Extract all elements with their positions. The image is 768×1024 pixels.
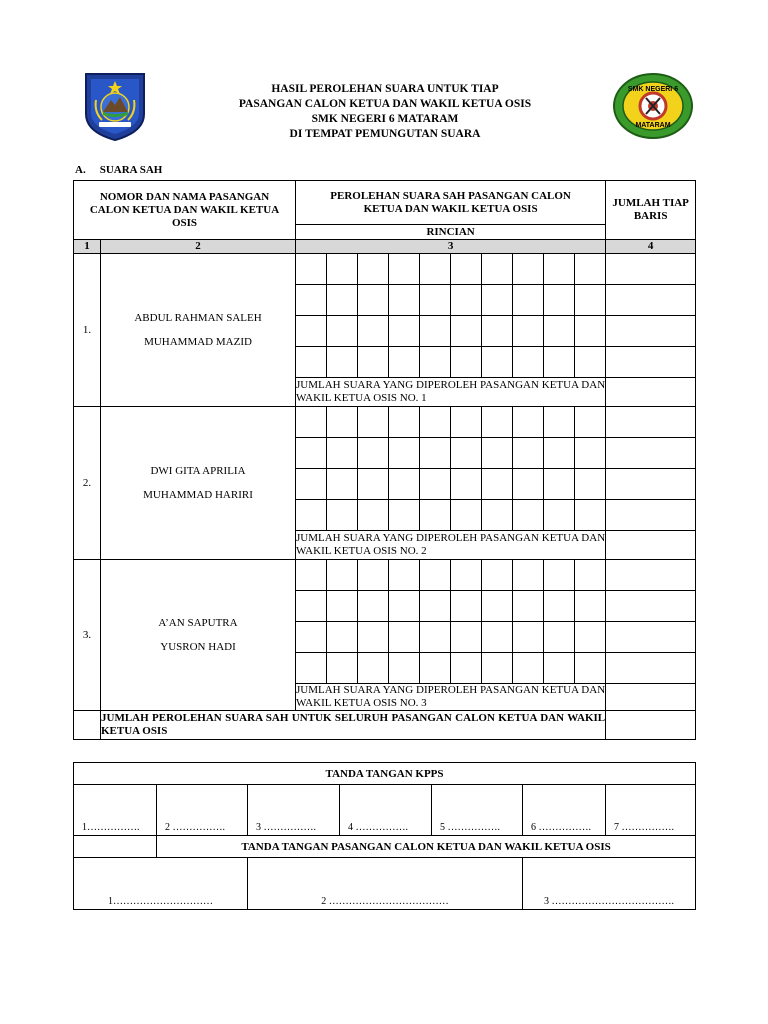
candidate-subtotal-label: JUMLAH SUARA YANG DIPEROLEH PASANGAN KETUA DAN WAKIL KETUA OSIS NO. 3 bbox=[296, 684, 606, 709]
tally-cell[interactable] bbox=[513, 622, 544, 653]
tally-cell[interactable] bbox=[606, 500, 696, 531]
tally-cell[interactable] bbox=[327, 560, 358, 591]
tally-cell[interactable] bbox=[451, 653, 482, 684]
tally-cell[interactable] bbox=[544, 316, 575, 347]
col-number-2: 2 bbox=[101, 240, 296, 254]
tally-cell[interactable] bbox=[575, 560, 606, 591]
tally-cell[interactable] bbox=[451, 316, 482, 347]
tally-cell[interactable] bbox=[606, 591, 696, 622]
candidate-chair-name: A’AN SAPUTRA bbox=[158, 617, 238, 629]
tally-cell[interactable] bbox=[606, 316, 696, 347]
tally-cell[interactable] bbox=[451, 285, 482, 316]
tally-cell[interactable] bbox=[606, 285, 696, 316]
tally-cell[interactable] bbox=[420, 591, 451, 622]
title-line-4: DI TEMPAT PEMUNGUTAN SUARA bbox=[289, 128, 481, 140]
tally-cell[interactable] bbox=[482, 347, 513, 378]
tally-cell[interactable] bbox=[513, 469, 544, 500]
tally-row bbox=[74, 407, 696, 438]
school-logo-text-bottom: MATARAM bbox=[635, 122, 671, 129]
province-emblem-logo bbox=[82, 70, 148, 142]
tally-cell[interactable] bbox=[482, 469, 513, 500]
candidate-subtotal-label: JUMLAH SUARA YANG DIPEROLEH PASANGAN KETUA DAN WAKIL KETUA OSIS NO. 2 bbox=[296, 531, 606, 560]
tally-cell[interactable] bbox=[544, 407, 575, 438]
kpps-signature-slot[interactable]: 7 ……………. bbox=[606, 785, 696, 836]
tally-row bbox=[74, 254, 696, 285]
tally-cell[interactable] bbox=[513, 407, 544, 438]
tally-cell[interactable] bbox=[451, 500, 482, 531]
candidate-subtotal-label: JUMLAH SUARA YANG DIPEROLEH PASANGAN KETUA DAN WAKIL KETUA OSIS NO. 1 bbox=[296, 378, 606, 407]
tally-cell[interactable] bbox=[575, 469, 606, 500]
tally-cell[interactable] bbox=[451, 347, 482, 378]
tally-cell[interactable] bbox=[606, 653, 696, 684]
tally-cell[interactable] bbox=[296, 254, 327, 285]
tally-cell[interactable] bbox=[327, 591, 358, 622]
kpps-signature-title: TANDA TANGAN KPPS bbox=[74, 763, 696, 785]
kpps-signature-slot[interactable]: 6 ……………. bbox=[523, 785, 606, 836]
tally-cell[interactable] bbox=[358, 407, 389, 438]
pasangan-signature-title: TANDA TANGAN PASANGAN CALON KETUA DAN WAKIL KETUA OSIS bbox=[157, 836, 696, 858]
tally-cell[interactable] bbox=[420, 560, 451, 591]
candidate-vice-name: YUSRON HADI bbox=[160, 641, 236, 653]
tally-cell[interactable] bbox=[482, 407, 513, 438]
kpps-signature-row bbox=[74, 785, 696, 836]
tally-cell[interactable] bbox=[296, 347, 327, 378]
candidate-names bbox=[101, 407, 296, 560]
tally-cell[interactable] bbox=[389, 316, 420, 347]
tally-cell[interactable] bbox=[513, 285, 544, 316]
tally-cell[interactable] bbox=[327, 285, 358, 316]
tally-row bbox=[74, 560, 696, 591]
tally-cell[interactable] bbox=[389, 622, 420, 653]
tally-cell[interactable] bbox=[420, 254, 451, 285]
tally-cell[interactable] bbox=[358, 622, 389, 653]
tally-cell[interactable] bbox=[482, 254, 513, 285]
header-perolehan: PEROLEHAN SUARA SAH PASANGAN CALON KETUA DAN WAKIL KETUA OSIS bbox=[296, 181, 606, 225]
tally-cell[interactable] bbox=[420, 407, 451, 438]
tally-cell[interactable] bbox=[482, 438, 513, 469]
tally-cell[interactable] bbox=[327, 469, 358, 500]
tally-cell[interactable] bbox=[358, 254, 389, 285]
tally-cell[interactable] bbox=[358, 653, 389, 684]
col-number-4: 4 bbox=[606, 240, 696, 254]
tally-cell[interactable] bbox=[544, 622, 575, 653]
tally-cell[interactable] bbox=[296, 316, 327, 347]
tally-cell[interactable] bbox=[327, 316, 358, 347]
grand-total-label: JUMLAH PEROLEHAN SUARA SAH UNTUK SELURUH PASANGAN CALON KETUA DAN WAKIL KETUA OSIS bbox=[101, 711, 606, 740]
section-label: SUARA SAH bbox=[99, 164, 163, 176]
tally-cell[interactable] bbox=[451, 591, 482, 622]
tally-cell[interactable] bbox=[575, 653, 606, 684]
pasangan-signature-slot[interactable]: 2 ……………………………… bbox=[248, 858, 523, 910]
tally-cell[interactable] bbox=[420, 469, 451, 500]
tally-cell[interactable] bbox=[575, 438, 606, 469]
tally-cell[interactable] bbox=[513, 653, 544, 684]
tally-cell[interactable] bbox=[327, 653, 358, 684]
title-line-2: PASANGAN CALON KETUA DAN WAKIL KETUA OSIS bbox=[238, 98, 532, 110]
tally-cell[interactable] bbox=[606, 438, 696, 469]
header-jumlah-tiap-baris: JUMLAH TIAP BARIS bbox=[606, 181, 696, 240]
tally-cell[interactable] bbox=[389, 407, 420, 438]
grand-total-value[interactable] bbox=[606, 711, 696, 740]
tally-cell[interactable] bbox=[451, 407, 482, 438]
tally-cell[interactable] bbox=[606, 407, 696, 438]
tally-cell[interactable] bbox=[327, 622, 358, 653]
kpps-signature-slot[interactable]: 2 ……………. bbox=[157, 785, 248, 836]
tally-cell[interactable] bbox=[482, 285, 513, 316]
tally-cell[interactable] bbox=[606, 469, 696, 500]
document-title bbox=[200, 82, 570, 142]
candidate-number: 2. bbox=[74, 407, 101, 560]
tally-cell[interactable] bbox=[420, 316, 451, 347]
tally-cell[interactable] bbox=[513, 347, 544, 378]
kpps-signature-slot[interactable]: 3 ……………. bbox=[248, 785, 340, 836]
title-line-1: HASIL PEROLEHAN SUARA UNTUK TIAP bbox=[271, 83, 499, 95]
empty-cell bbox=[74, 711, 101, 740]
tally-cell[interactable] bbox=[575, 316, 606, 347]
candidate-subtotal-value[interactable] bbox=[606, 684, 696, 711]
tally-cell[interactable] bbox=[606, 622, 696, 653]
tally-cell[interactable] bbox=[327, 500, 358, 531]
tally-cell[interactable] bbox=[389, 438, 420, 469]
tally-cell[interactable] bbox=[513, 438, 544, 469]
tally-cell[interactable] bbox=[513, 591, 544, 622]
tally-cell[interactable] bbox=[389, 591, 420, 622]
col-number-3: 3 bbox=[296, 240, 606, 254]
grand-total-row bbox=[74, 711, 696, 740]
tally-cell[interactable] bbox=[575, 591, 606, 622]
tally-cell[interactable] bbox=[420, 622, 451, 653]
tally-cell[interactable] bbox=[544, 438, 575, 469]
tally-cell[interactable] bbox=[358, 560, 389, 591]
tally-cell[interactable] bbox=[420, 285, 451, 316]
tally-cell[interactable] bbox=[327, 254, 358, 285]
col-number-1: 1 bbox=[74, 240, 101, 254]
tally-cell[interactable] bbox=[327, 347, 358, 378]
candidate-subtotal-value[interactable] bbox=[606, 531, 696, 560]
school-logo-text-top: SMK NEGERI 6 bbox=[627, 86, 679, 93]
tally-cell[interactable] bbox=[420, 500, 451, 531]
tally-cell[interactable] bbox=[389, 347, 420, 378]
tally-cell[interactable] bbox=[358, 316, 389, 347]
tally-cell[interactable] bbox=[296, 500, 327, 531]
tally-cell[interactable] bbox=[358, 438, 389, 469]
tally-cell[interactable] bbox=[544, 469, 575, 500]
tally-cell[interactable] bbox=[575, 622, 606, 653]
candidate-names bbox=[101, 560, 296, 711]
tally-cell[interactable] bbox=[513, 560, 544, 591]
candidate-vice-name: MUHAMMAD MAZID bbox=[144, 336, 252, 348]
tally-cell[interactable] bbox=[544, 653, 575, 684]
tally-cell[interactable] bbox=[544, 591, 575, 622]
tally-cell[interactable] bbox=[296, 653, 327, 684]
tally-cell[interactable] bbox=[389, 560, 420, 591]
candidate-subtotal-value[interactable] bbox=[606, 378, 696, 407]
tally-cell[interactable] bbox=[389, 254, 420, 285]
tally-cell[interactable] bbox=[544, 254, 575, 285]
section-heading bbox=[75, 164, 162, 176]
tally-cell[interactable] bbox=[358, 469, 389, 500]
tally-cell[interactable] bbox=[544, 285, 575, 316]
section-letter: A. bbox=[75, 164, 86, 176]
tally-cell[interactable] bbox=[358, 347, 389, 378]
candidate-chair-name: ABDUL RAHMAN SALEH bbox=[134, 312, 262, 324]
tally-cell[interactable] bbox=[327, 407, 358, 438]
signature-table bbox=[73, 762, 696, 910]
tally-cell[interactable] bbox=[482, 316, 513, 347]
header-rincian: RINCIAN bbox=[296, 225, 606, 240]
tally-cell[interactable] bbox=[327, 438, 358, 469]
title-line-3: SMK NEGERI 6 MATARAM bbox=[311, 113, 459, 125]
tally-cell[interactable] bbox=[606, 347, 696, 378]
candidate-number: 1. bbox=[74, 254, 101, 407]
tally-cell[interactable] bbox=[358, 285, 389, 316]
school-logo bbox=[612, 72, 694, 140]
tally-cell[interactable] bbox=[296, 285, 327, 316]
tally-cell[interactable] bbox=[296, 591, 327, 622]
header-nomor-nama: NOMOR DAN NAMA PASANGAN CALON KETUA DAN WAKIL KETUA OSIS bbox=[74, 181, 296, 240]
candidate-number: 3. bbox=[74, 560, 101, 711]
pasangan-signature-row bbox=[74, 858, 696, 910]
tally-cell[interactable] bbox=[451, 622, 482, 653]
pasangan-signature-slot[interactable]: 3 ………………………………. bbox=[523, 858, 696, 910]
tally-cell[interactable] bbox=[296, 560, 327, 591]
tally-cell[interactable] bbox=[358, 591, 389, 622]
tally-cell[interactable] bbox=[389, 653, 420, 684]
tally-cell[interactable] bbox=[389, 500, 420, 531]
tally-cell[interactable] bbox=[575, 407, 606, 438]
tally-cell[interactable] bbox=[575, 254, 606, 285]
tally-cell[interactable] bbox=[420, 347, 451, 378]
tally-cell[interactable] bbox=[451, 469, 482, 500]
tally-cell[interactable] bbox=[482, 560, 513, 591]
tally-cell[interactable] bbox=[358, 500, 389, 531]
tally-cell[interactable] bbox=[482, 591, 513, 622]
tally-cell[interactable] bbox=[389, 285, 420, 316]
tally-cell[interactable] bbox=[606, 254, 696, 285]
candidate-vice-name: MUHAMMAD HARIRI bbox=[143, 489, 253, 501]
tally-cell[interactable] bbox=[575, 347, 606, 378]
tally-cell[interactable] bbox=[606, 560, 696, 591]
tally-cell[interactable] bbox=[451, 254, 482, 285]
column-number-row bbox=[74, 240, 696, 254]
kpps-signature-slot[interactable]: 5 ……………. bbox=[432, 785, 523, 836]
candidate-names bbox=[101, 254, 296, 407]
candidate-chair-name: DWI GITA APRILIA bbox=[150, 465, 246, 477]
tally-cell[interactable] bbox=[544, 347, 575, 378]
tally-cell[interactable] bbox=[420, 653, 451, 684]
tally-cell[interactable] bbox=[513, 316, 544, 347]
tally-cell[interactable] bbox=[513, 254, 544, 285]
kpps-signature-slot[interactable]: 4 ……………. bbox=[340, 785, 432, 836]
tally-cell[interactable] bbox=[482, 622, 513, 653]
tally-cell[interactable] bbox=[544, 500, 575, 531]
tally-cell[interactable] bbox=[482, 500, 513, 531]
empty-cell bbox=[74, 836, 157, 858]
tally-cell[interactable] bbox=[575, 500, 606, 531]
vote-tally-table bbox=[73, 180, 696, 740]
tally-cell[interactable] bbox=[451, 560, 482, 591]
tally-cell[interactable] bbox=[296, 438, 327, 469]
tally-cell[interactable] bbox=[513, 500, 544, 531]
tally-cell[interactable] bbox=[296, 622, 327, 653]
tally-cell[interactable] bbox=[296, 407, 327, 438]
tally-cell[interactable] bbox=[482, 653, 513, 684]
tally-cell[interactable] bbox=[420, 438, 451, 469]
tally-cell[interactable] bbox=[389, 469, 420, 500]
tally-cell[interactable] bbox=[451, 438, 482, 469]
kpps-signature-slot[interactable]: 1……………. bbox=[74, 785, 157, 836]
tally-cell[interactable] bbox=[575, 285, 606, 316]
tally-cell[interactable] bbox=[296, 469, 327, 500]
pasangan-signature-slot[interactable]: 1………………………… bbox=[74, 858, 248, 910]
tally-cell[interactable] bbox=[544, 560, 575, 591]
